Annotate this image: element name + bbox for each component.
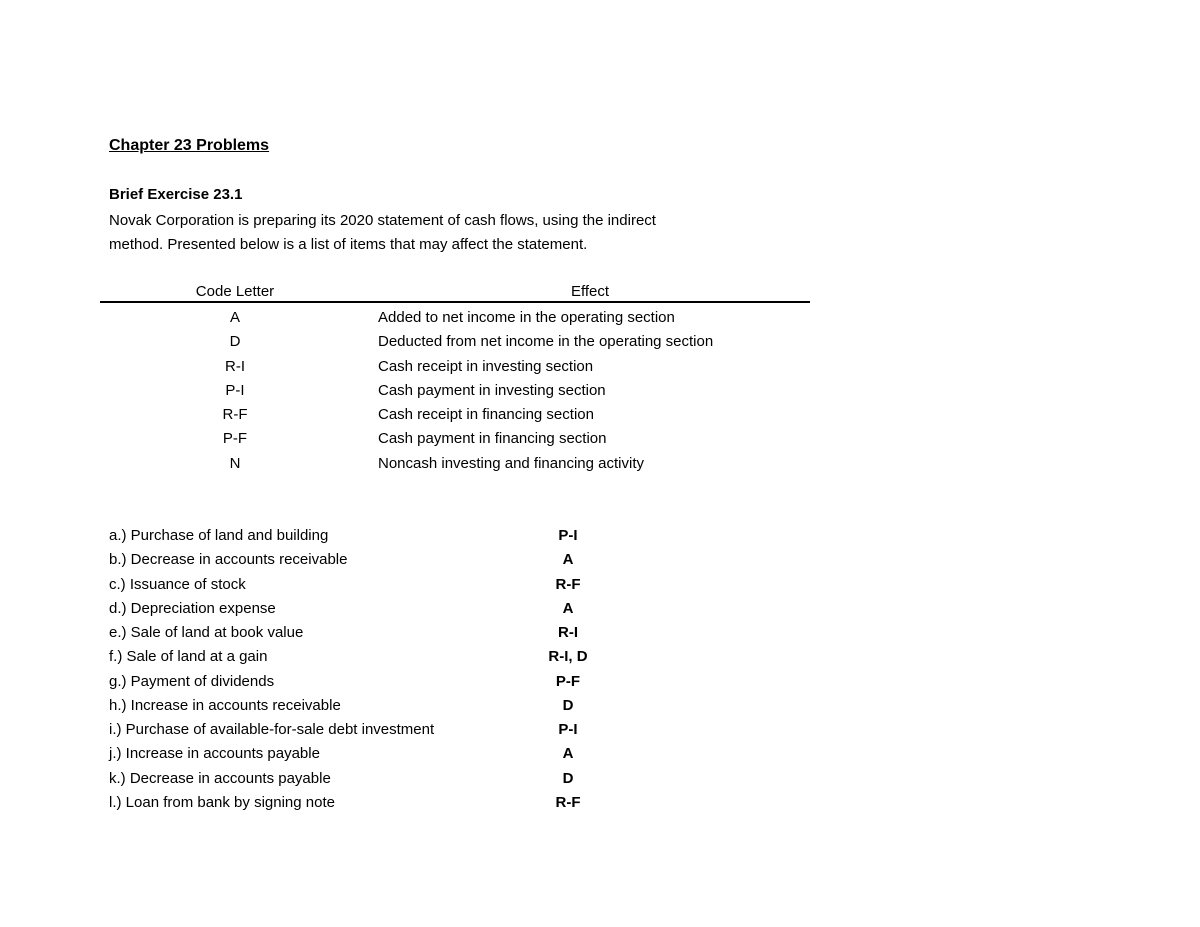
page-title: Chapter 23 Problems [109, 137, 270, 154]
item-answer: R-F [555, 575, 581, 593]
item-answer: P-I [558, 721, 578, 738]
effect-cell: Added to net income in the operating section [378, 309, 675, 326]
item-answer: P-F [555, 672, 581, 690]
item-label: l.) Loan from bank by signing note [109, 793, 335, 811]
item-list [109, 524, 434, 815]
item-label: d.) Depreciation expense [109, 599, 276, 617]
item-answer: D [562, 769, 574, 787]
item-label: g.) Payment of dividends [109, 672, 275, 690]
item-label: k.) Decrease in accounts payable [109, 769, 331, 787]
item-label: h.) Increase in accounts receivable [109, 696, 341, 714]
code-letter-cell: D [229, 333, 241, 351]
exercise-heading: Brief Exercise 23.1 [109, 186, 243, 203]
effect-column [378, 306, 713, 476]
code-letter-cell: R-F [222, 406, 248, 424]
code-letter-cell: A [229, 309, 240, 326]
effect-header: Effect [570, 283, 610, 300]
intro-line-2: method. Presented below is a list of items that may affect the statement. [109, 236, 588, 253]
item-label: c.) Issuance of stock [109, 575, 246, 593]
code-letter-cell: P-F [222, 430, 248, 448]
item-label: a.) Purchase of land and building [109, 527, 329, 544]
intro-line-1: Novak Corporation is preparing its 2020 statement of cash flows, using the indirect [109, 212, 656, 229]
effect-cell: Noncash investing and financing activity [378, 454, 644, 472]
code-letter-header: Code Letter [195, 283, 275, 300]
code-letter-cell: P-I [225, 381, 245, 399]
item-answer: P-I [558, 527, 578, 544]
item-label: j.) Increase in accounts payable [109, 745, 320, 763]
effect-cell: Cash payment in investing section [378, 381, 606, 399]
code-letter-cell: N [229, 454, 241, 472]
effect-cell: Cash receipt in investing section [378, 357, 594, 375]
item-label: e.) Sale of land at book value [109, 624, 304, 641]
item-answer: D [562, 696, 574, 714]
effect-cell: Cash receipt in financing section [378, 406, 594, 424]
item-label: i.) Purchase of available-for-sale debt investment [109, 721, 435, 738]
answer-list [528, 524, 608, 815]
item-answer: R-I, D [548, 648, 588, 666]
item-answer: A [562, 745, 574, 763]
item-label: b.) Decrease in accounts receivable [109, 551, 348, 569]
item-answer: R-F [555, 793, 581, 811]
item-label: f.) Sale of land at a gain [109, 648, 268, 666]
code-letter-cell: R-I [225, 357, 245, 375]
item-answer: A [562, 551, 574, 569]
intro-paragraph [109, 209, 656, 257]
item-answer: R-I [558, 624, 578, 641]
item-answer: A [562, 599, 574, 617]
code-letter-column [109, 306, 361, 476]
effect-cell: Cash payment in financing section [378, 430, 607, 448]
effect-cell: Deducted from net income in the operating section [378, 333, 714, 351]
header-divider [100, 301, 810, 303]
